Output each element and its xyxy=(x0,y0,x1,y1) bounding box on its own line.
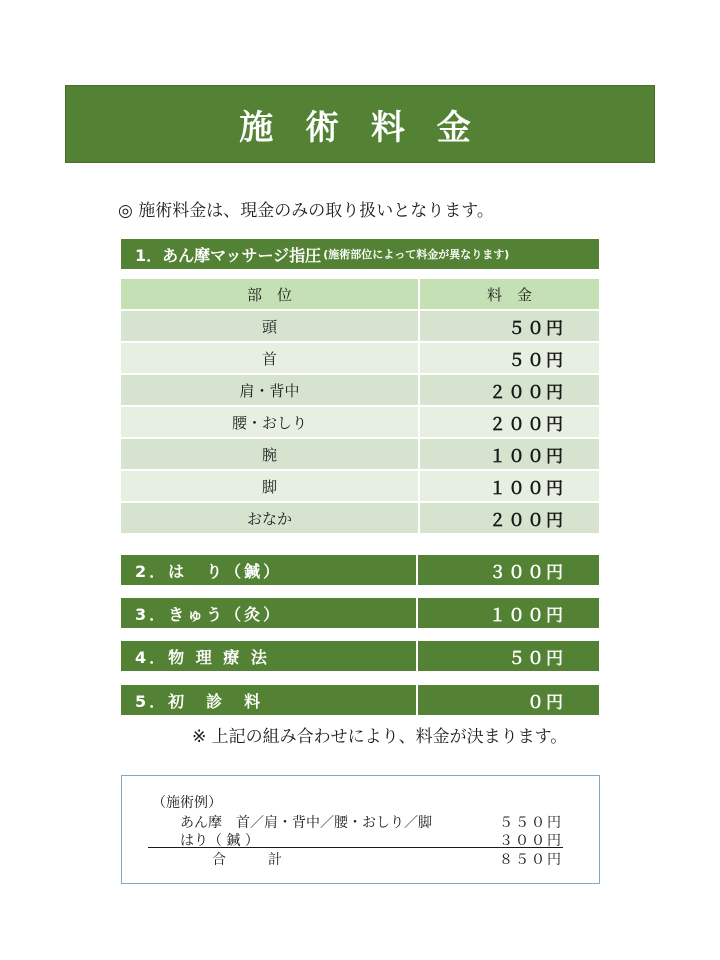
table-row xyxy=(121,503,599,533)
part-cell: 腰・おしり xyxy=(121,407,420,437)
table-row xyxy=(121,471,599,501)
bar-label: 4．物 理 療 法 xyxy=(121,641,418,671)
price-cell: ５０円 xyxy=(420,343,599,373)
table-header-row xyxy=(121,279,599,309)
bar-price: ５０円 xyxy=(418,641,599,671)
massage-price-table xyxy=(121,277,599,535)
part-column-header: 部 位 xyxy=(121,279,420,309)
title-banner xyxy=(65,85,655,163)
example-title: （施術例） xyxy=(152,795,222,811)
part-cell: 首 xyxy=(121,343,420,373)
hari-price-bar xyxy=(121,555,599,585)
price-cell: ２００円 xyxy=(420,503,599,533)
page-title: 施 術 料 金 xyxy=(239,107,481,148)
bar-label: 3．きゅう（灸） xyxy=(121,598,418,628)
cash-only-notice: ◎ 施術料金は、現金のみの取り扱いとなります。 xyxy=(118,201,494,221)
section-1-title: 1．あん摩マッサージ指圧 xyxy=(135,245,322,265)
price-cell: １００円 xyxy=(420,471,599,501)
part-cell: 頭 xyxy=(121,311,420,341)
example-line-massage: あん摩 首／肩・背中／腰・おしり／脚 xyxy=(180,815,432,831)
example-total-amount: ８５０円 xyxy=(499,852,563,868)
bar-price: １００円 xyxy=(418,598,599,628)
physical-therapy-price-bar xyxy=(121,641,599,671)
price-cell: １００円 xyxy=(420,439,599,469)
example-total-label: 合 計 xyxy=(212,852,282,868)
example-line-hari: はり（ 鍼 ） xyxy=(180,833,259,849)
bar-label: 5．初 診 料 xyxy=(121,685,418,715)
table-row xyxy=(121,311,599,341)
combination-note: ※ 上記の組み合わせにより、料金が決まります。 xyxy=(192,727,568,747)
treatment-example-box xyxy=(121,775,600,884)
example-amount-massage: ５５０円 xyxy=(499,815,563,831)
bar-label: 2．は り（鍼） xyxy=(121,555,418,585)
kyu-price-bar xyxy=(121,598,599,628)
example-amount-hari: ３００円 xyxy=(499,833,563,849)
part-cell: 脚 xyxy=(121,471,420,501)
part-cell: 腕 xyxy=(121,439,420,469)
price-cell: ２００円 xyxy=(420,375,599,405)
price-cell: ２００円 xyxy=(420,407,599,437)
bar-price: ３００円 xyxy=(418,555,599,585)
part-cell: 肩・背中 xyxy=(121,375,420,405)
part-cell: おなか xyxy=(121,503,420,533)
price-column-header: 料 金 xyxy=(420,279,599,309)
first-visit-price-bar xyxy=(121,685,599,715)
table-row xyxy=(121,375,599,405)
total-divider xyxy=(148,847,563,848)
bar-price: ０円 xyxy=(418,685,599,715)
table-row xyxy=(121,439,599,469)
section-1-subtitle: (施術部位によって料金が異なります) xyxy=(323,248,510,261)
table-row xyxy=(121,343,599,373)
section-1-header xyxy=(121,239,599,269)
table-row xyxy=(121,407,599,437)
price-cell: ５０円 xyxy=(420,311,599,341)
